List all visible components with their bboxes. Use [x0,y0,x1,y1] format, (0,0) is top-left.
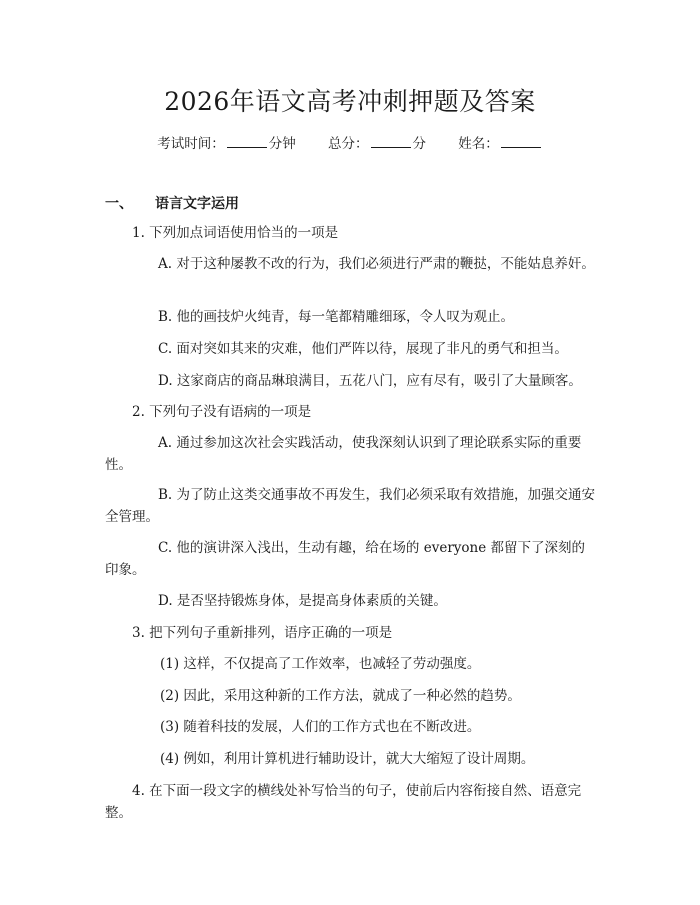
total-score-unit: 分 [412,136,426,152]
section-number: 一、 [105,196,133,212]
page-title: 2026年语文高考冲刺押题及答案 [164,87,536,116]
question-1-option-c: C. 面对突如其来的灾难，他们严阵以待，展现了非凡的勇气和担当。 [158,341,568,357]
total-score-blank [371,135,411,148]
section-title: 语言文字运用 [155,196,239,212]
question-1-option-b: B. 他的画技炉火纯青，每一笔都精雕细琢，令人叹为观止。 [158,309,515,325]
question-2-option-d: D. 是否坚持锻炼身体，是提高身体素质的关键。 [158,593,447,609]
exam-time-blank [227,135,267,148]
question-2-option-b: B. 为了防止这类交通事故不再发生，我们必须采取有效措施，加强交通安全管理。 [105,487,596,525]
question-1-stem: 1. 下列加点词语使用恰当的一项是 [132,225,339,241]
question-3-sentence-3: (3) 随着科技的发展，人们的工作方式也在不断改进。 [160,719,481,735]
question-3-sentence-4: (4) 例如，利用计算机进行辅助设计，就大大缩短了设计周期。 [160,751,535,767]
question-1-option-d: D. 这家商店的商品琳琅满目，五花八门，应有尽有，吸引了大量顾客。 [158,373,582,389]
question-3-sentence-2: (2) 因此，采用这种新的工作方法，就成了一种必然的趋势。 [160,688,521,704]
exam-time-label: 考试时间： [157,136,225,152]
question-1-option-a: A. 对于这种屡教不改的行为，我们必须进行严肃的鞭挞，不能姑息养奸。 [158,256,595,272]
total-score-field [328,136,430,152]
question-2-option-c: C. 他的演讲深入浅出，生动有趣，给在场的 everyone 都留下了深刻的印象。 [105,540,586,578]
question-2-stem: 2. 下列句子没有语病的一项是 [132,404,312,420]
student-name-blank [501,135,541,148]
exam-time-field [157,136,300,152]
exam-time-unit: 分钟 [268,136,296,152]
student-name-field [458,136,543,152]
question-4-stem: 4. 在下面一段文字的横线处补写恰当的句子，使前后内容衔接自然、语意完整。 [105,783,582,821]
question-2-option-a: A. 通过参加这次社会实践活动，使我深刻认识到了理论联系实际的重要性。 [105,435,582,473]
question-3-stem: 3. 把下列句子重新排列，语序正确的一项是 [132,625,393,641]
total-score-label: 总分： [328,136,369,152]
exam-info-line [0,132,700,152]
student-name-label: 姓名： [458,136,499,152]
section-heading [105,193,239,213]
question-3-sentence-1: (1) 这样，不仅提高了工作效率，也减轻了劳动强度。 [160,656,481,672]
